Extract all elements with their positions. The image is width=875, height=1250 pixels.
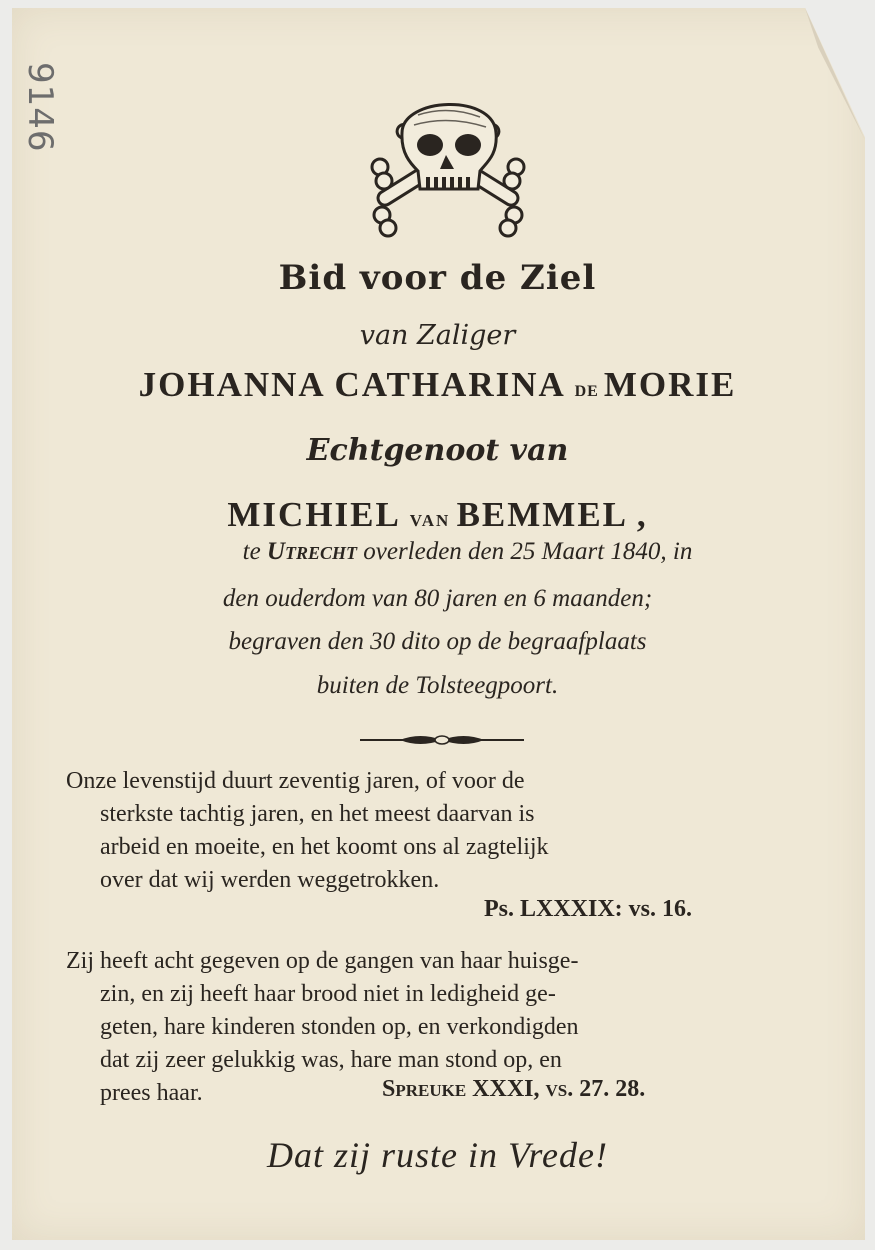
- deceased-name-particle: DE: [574, 383, 604, 400]
- death-date: overleden den 25 Maart 1840, in: [357, 538, 693, 565]
- proverbs-reference: [382, 1076, 645, 1103]
- quote-line: sterkste tachtig jaren, en het meest daarvan is: [100, 801, 535, 827]
- quote-line: arbeid en moeite, en het koomt ons al zagtelijk: [100, 834, 549, 860]
- info-prefix: te: [242, 538, 267, 565]
- husband-name-particle: VAN: [409, 511, 457, 530]
- quote-line: over dat wij werden weggetrokken.: [100, 867, 440, 893]
- subheading: van Zaliger: [359, 320, 516, 351]
- quote-line: dat zij zeer gelukkig was, hare man stond op, en: [100, 1047, 562, 1073]
- quote-line: prees haar.: [100, 1080, 203, 1106]
- husband-first-name: MICHIEL: [227, 495, 410, 534]
- quote-line: geten, hare kinderen stonden op, en verkondigden: [100, 1014, 579, 1040]
- death-details-line-1: [30, 538, 875, 566]
- archive-number: 9146: [20, 62, 60, 153]
- ornamental-divider: [360, 730, 524, 750]
- heading: Bid voor de Ziel: [278, 258, 597, 298]
- husband-name: [0, 495, 875, 535]
- skull-crossbones-icon: [368, 85, 528, 240]
- quote-line: Onze levenstijd duurt zeventig jaren, of voor de: [66, 768, 525, 794]
- quote-line: Zij heeft acht gegeven op de gangen van haar huisge-: [66, 948, 579, 974]
- deceased-first-names: JOHANNA CATHARINA: [138, 365, 575, 404]
- psalm-quote: [66, 765, 836, 897]
- spouse-of-label: Echtgenoot van: [306, 433, 569, 468]
- death-details-line-2: den ouderdom van 80 jaren en 6 maanden;: [222, 585, 653, 612]
- deceased-surname: MORIE: [603, 365, 737, 404]
- deceased-name: [0, 365, 875, 405]
- psalm-reference: Ps. LXXXIX: vs. 16.: [484, 896, 693, 922]
- death-details-line-4: buiten de Tolsteegpoort.: [316, 672, 559, 699]
- proverbs-reference-text: Spreuke XXXI, vs. 27. 28.: [382, 1076, 646, 1102]
- death-details-line-3: begraven den 30 dito op de begraafplaats: [228, 628, 647, 655]
- husband-surname: BEMMEL ,: [456, 495, 648, 534]
- death-place: Utrecht: [266, 538, 357, 565]
- closing-prayer: Dat zij ruste in Vrede!: [267, 1135, 608, 1175]
- quote-line: zin, en zij heeft haar brood niet in ledigheid ge-: [100, 981, 556, 1007]
